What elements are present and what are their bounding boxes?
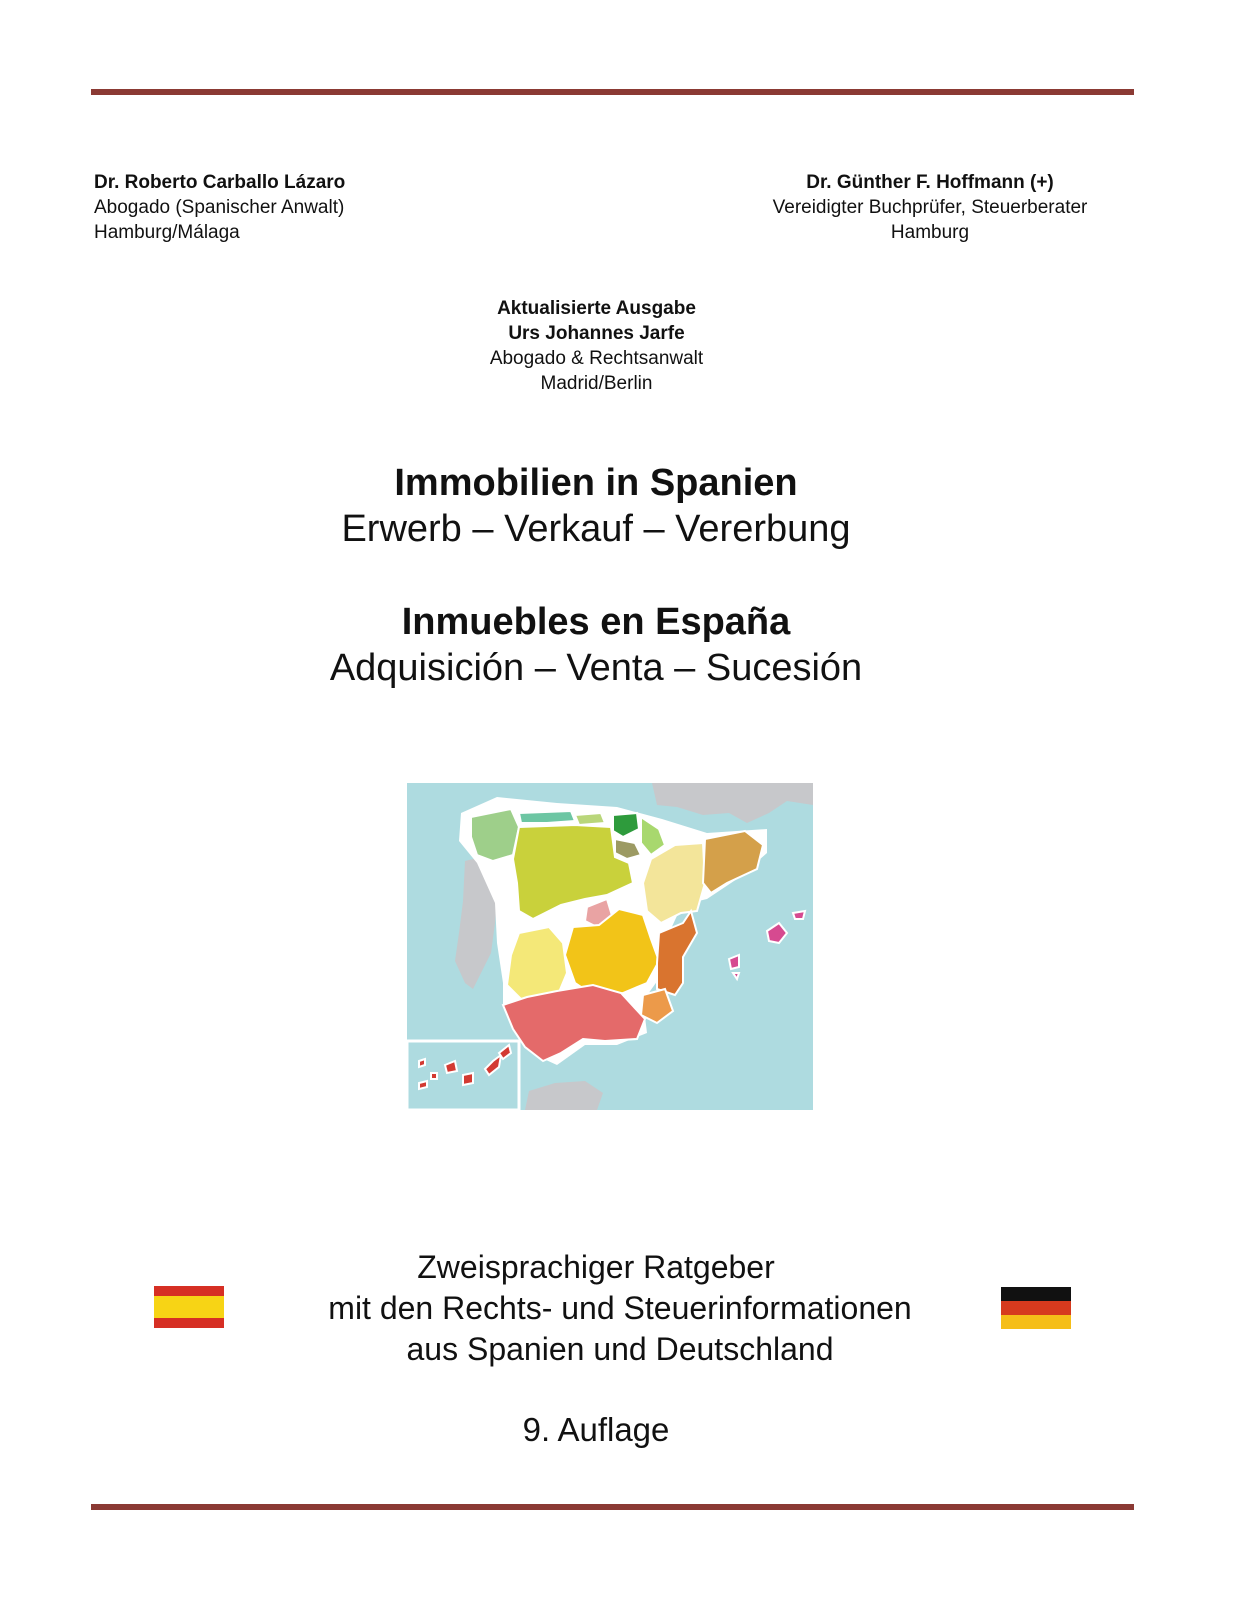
german-title: Immobilien in Spanien <box>394 462 798 504</box>
german-title-block <box>200 460 992 552</box>
subtitle-line-3: aus Spanien und Deutschland <box>406 1331 834 1367</box>
spanish-title-block <box>200 599 992 691</box>
edition-label: Aktualisierte Ausgabe <box>497 298 696 319</box>
spanish-subtitle: Adquisición – Venta – Sucesión <box>329 647 863 689</box>
author-left <box>94 170 345 245</box>
author-right-city: Hamburg <box>890 222 970 243</box>
editor-city: Madrid/Berlin <box>540 373 653 394</box>
author-right-role: Vereidigter Buchprüfer, Steuerberater <box>772 197 1088 218</box>
germany-flag-icon <box>1001 1287 1071 1329</box>
spain-flag-icon <box>154 1286 224 1328</box>
spain-regions-map-icon <box>407 783 813 1110</box>
subtitle-block <box>250 1247 990 1370</box>
subtitle-line-1: Zweisprachiger Ratgeber <box>417 1249 775 1285</box>
top-rule <box>91 89 1134 95</box>
author-left-city: Hamburg/Málaga <box>94 222 240 243</box>
editor-name: Urs Johannes Jarfe <box>508 323 685 344</box>
edition-number: 9. Auflage <box>522 1411 670 1448</box>
spanish-title: Inmuebles en España <box>401 601 791 643</box>
author-right <box>740 170 1120 245</box>
subtitle-line-2: mit den Rechts- und Steuerinformationen <box>328 1290 912 1326</box>
german-subtitle: Erwerb – Verkauf – Vererbung <box>341 508 851 550</box>
editor-role: Abogado & Rechtsanwalt <box>489 348 704 369</box>
author-left-role: Abogado (Spanischer Anwalt) <box>94 197 345 218</box>
author-left-name: Dr. Roberto Carballo Lázaro <box>94 172 346 193</box>
editor-block <box>400 296 793 396</box>
bottom-rule <box>91 1504 1134 1510</box>
author-right-name: Dr. Günther F. Hoffmann (+) <box>806 172 1054 193</box>
